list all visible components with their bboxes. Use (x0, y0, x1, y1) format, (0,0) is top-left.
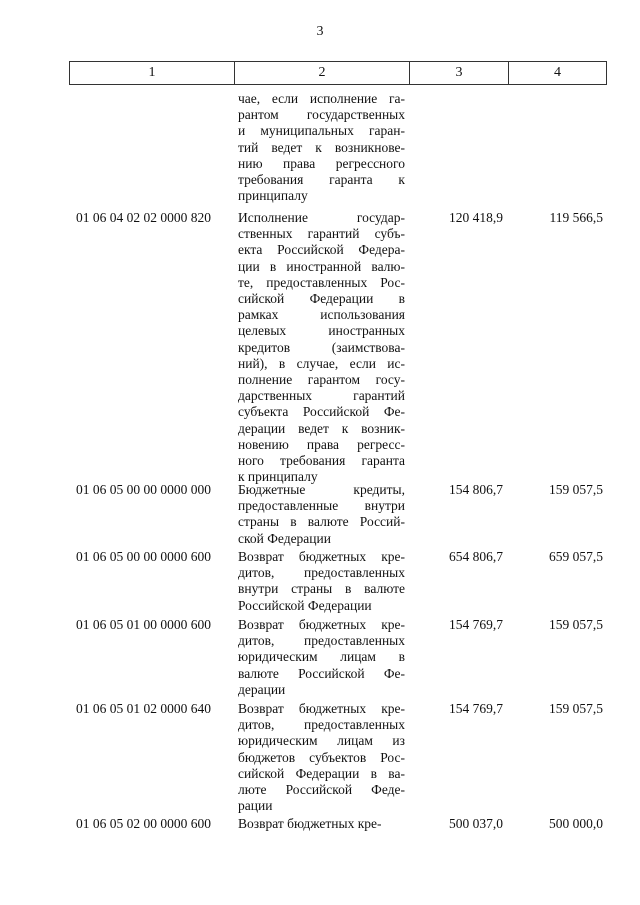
description-line: принципалу (238, 188, 308, 204)
description-line: дерации (238, 681, 286, 697)
budget-code: 01 06 04 02 02 0000 820 (76, 210, 211, 225)
description-line: новению права регресс- (238, 436, 405, 452)
column-header-1: 1 (148, 65, 156, 80)
description-line: Возврат бюджетных кре- (238, 701, 405, 716)
budget-code: 01 06 05 00 00 0000 600 (76, 549, 211, 564)
description-line: дарственных гарантий (238, 388, 405, 404)
description-line: рации (238, 798, 273, 814)
description-line: ственных гарантий субъ- (238, 226, 405, 242)
page-number: 3 (316, 24, 324, 39)
column-header-2: 2 (234, 62, 409, 84)
value-column-4: 659 057,5 (549, 549, 603, 564)
description-line: к принципалу (238, 469, 318, 485)
description-line: Российской Федерации (238, 597, 372, 613)
value-column-3: 120 418,9 (449, 210, 503, 225)
description-line: юридическим лицам из (238, 733, 405, 749)
description-line: дитов, предоставленных (238, 565, 405, 581)
row-description (238, 701, 405, 814)
value-column-4: 500 000,0 (549, 816, 603, 831)
description-line: Возврат бюджетных кре- (238, 816, 382, 831)
description-line: страны в валюте Россий- (238, 514, 405, 530)
description-line: дерации ведет к возник- (238, 420, 405, 436)
description-line: Бюджетные кредиты, (238, 482, 405, 497)
row-description (238, 816, 405, 832)
column-header-3: 3 (409, 62, 508, 84)
description-line: юридическим лицам в (238, 649, 405, 665)
value-column-3: 154 769,7 (449, 617, 503, 632)
value-column-3: 154 806,7 (449, 482, 503, 497)
row-description (238, 549, 405, 614)
description-line: ции в иностранной валю- (238, 258, 405, 274)
description-line: те, предоставленных Рос- (238, 274, 405, 290)
description-line: сийской Федерации в ва- (238, 765, 405, 781)
budget-code: 01 06 05 02 00 0000 600 (76, 816, 211, 831)
description-line: ний), в случае, если ис- (238, 355, 405, 371)
description-line: субъекта Российской Фе- (238, 404, 405, 420)
value-column-4: 119 566,5 (549, 210, 603, 225)
description-line: бюджетов субъектов Рос- (238, 749, 405, 765)
description-line: дитов, предоставленных (238, 633, 405, 649)
value-column-3: 154 769,7 (449, 701, 503, 716)
description-line: ской Федерации (238, 530, 331, 546)
budget-code: 01 06 05 01 02 0000 640 (76, 701, 211, 716)
value-column-3: 654 806,7 (449, 549, 503, 564)
budget-code: 01 06 05 00 00 0000 000 (76, 482, 211, 497)
description-line: ного требования гаранта (238, 453, 405, 469)
row-description (238, 617, 405, 698)
description-line: чае, если исполнение га- (238, 91, 405, 106)
description-line: Исполнение государ- (238, 210, 405, 225)
description-line: рантом государственных (238, 107, 405, 123)
description-line: дитов, предоставленных (238, 717, 405, 733)
description-line: тий ведет к возникнове- (238, 139, 405, 155)
description-line: Возврат бюджетных кре- (238, 549, 405, 564)
description-line: и муниципальных гаран- (238, 123, 405, 139)
value-column-4: 159 057,5 (549, 701, 603, 716)
description-line: валюте Российской Фе- (238, 665, 405, 681)
description-line: полнение гарантом госу- (238, 372, 405, 388)
description-line: предоставленные внутри (238, 498, 405, 514)
description-line: внутри страны в валюте (238, 581, 405, 597)
row-description (238, 210, 405, 485)
column-header-4: 4 (508, 62, 606, 84)
description-line: Возврат бюджетных кре- (238, 617, 405, 632)
description-line: целевых иностранных (238, 323, 405, 339)
description-line: кредитов (заимствова- (238, 339, 405, 355)
value-column-3: 500 037,0 (449, 816, 503, 831)
table-header (69, 61, 607, 85)
description-line: нию права регрессного (238, 155, 405, 171)
description-line: рамках использования (238, 307, 405, 323)
value-column-4: 159 057,5 (549, 482, 603, 497)
row-description (238, 91, 405, 204)
description-line: люте Российской Феде- (238, 782, 405, 798)
description-line: екта Российской Федера- (238, 242, 405, 258)
description-line: сийской Федерации в (238, 291, 405, 307)
value-column-4: 159 057,5 (549, 617, 603, 632)
row-description (238, 482, 405, 547)
budget-code: 01 06 05 01 00 0000 600 (76, 617, 211, 632)
description-line: требования гаранта к (238, 172, 405, 188)
